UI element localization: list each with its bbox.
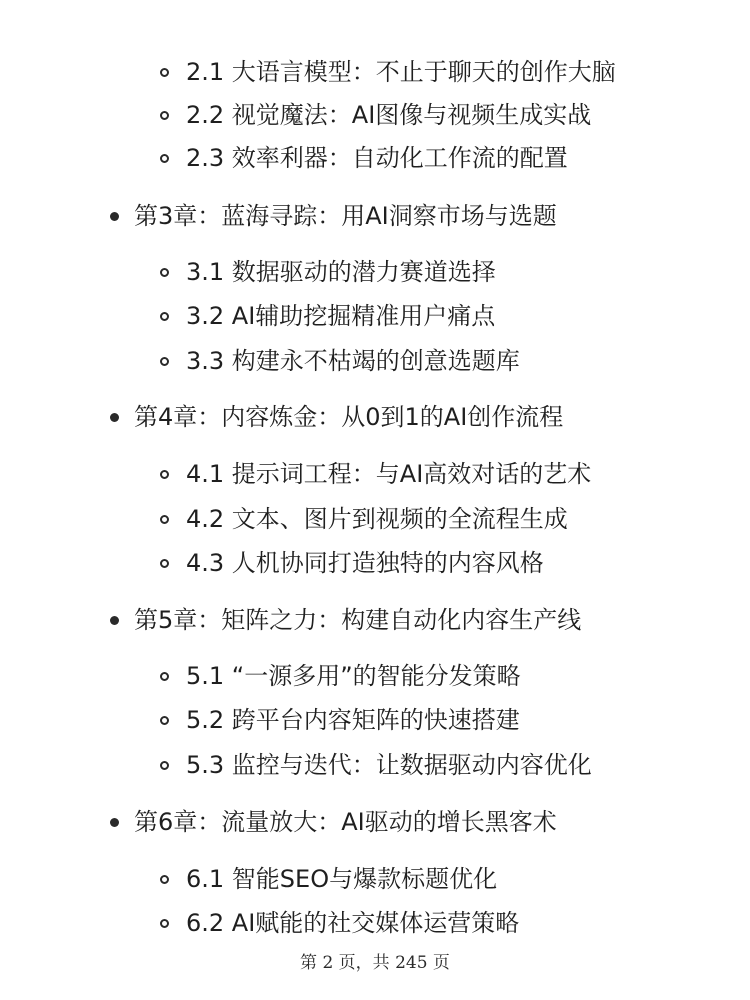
solid-bullet-icon <box>110 616 119 625</box>
toc-chapter-3[interactable] <box>110 199 557 233</box>
toc-item-3-2[interactable] <box>160 299 495 333</box>
toc-item-4-2[interactable] <box>160 502 568 536</box>
solid-bullet-icon <box>110 413 119 422</box>
toc-item-3-3[interactable] <box>160 344 520 378</box>
toc-item-2-1[interactable] <box>160 55 616 89</box>
toc-chapter-6[interactable] <box>110 805 557 839</box>
toc-item-5-3[interactable] <box>160 748 592 782</box>
toc-item-label: 3.2 AI辅助挖掘精准用户痛点 <box>186 302 496 330</box>
toc-item-2-2[interactable] <box>160 98 591 132</box>
hollow-bullet-icon <box>160 111 169 120</box>
toc-item-label: 5.2 跨平台内容矩阵的快速搭建 <box>186 706 520 734</box>
toc-item-2-3[interactable] <box>160 141 568 175</box>
toc-chapter-5[interactable] <box>110 603 581 637</box>
toc-item-label: 6.2 AI赋能的社交媒体运营策略 <box>186 909 520 937</box>
hollow-bullet-icon <box>160 357 169 366</box>
hollow-bullet-icon <box>160 515 169 524</box>
page-number-footer: 第 2 页，共 245 页 <box>300 953 450 973</box>
hollow-bullet-icon <box>160 672 169 681</box>
toc-item-6-1[interactable] <box>160 862 497 896</box>
hollow-bullet-icon <box>160 559 169 568</box>
toc-item-label: 2.2 视觉魔法：AI图像与视频生成实战 <box>186 101 592 129</box>
hollow-bullet-icon <box>160 716 169 725</box>
solid-bullet-icon <box>110 212 119 221</box>
toc-item-label: 2.3 效率利器：自动化工作流的配置 <box>186 144 568 172</box>
toc-item-4-1[interactable] <box>160 457 591 491</box>
hollow-bullet-icon <box>160 761 169 770</box>
toc-item-label: 5.1 “一源多用”的智能分发策略 <box>186 662 521 690</box>
toc-item-label: 4.2 文本、图片到视频的全流程生成 <box>186 505 568 533</box>
hollow-bullet-icon <box>160 875 169 884</box>
toc-item-5-2[interactable] <box>160 703 520 737</box>
toc-item-label: 2.1 大语言模型：不止于聊天的创作大脑 <box>186 58 616 86</box>
hollow-bullet-icon <box>160 154 169 163</box>
hollow-bullet-icon <box>160 268 169 277</box>
toc-item-label: 3.3 构建永不枯竭的创意选题库 <box>186 347 520 375</box>
solid-bullet-icon <box>110 818 119 827</box>
toc-item-label: 3.1 数据驱动的潜力赛道选择 <box>186 258 496 286</box>
toc-chapter-4[interactable] <box>110 400 563 434</box>
toc-item-3-1[interactable] <box>160 255 496 289</box>
hollow-bullet-icon <box>160 312 169 321</box>
toc-chapter-label: 第6章：流量放大：AI驱动的增长黑客术 <box>134 808 557 836</box>
toc-item-label: 4.1 提示词工程：与AI高效对话的艺术 <box>186 460 592 488</box>
toc-chapter-label: 第4章：内容炼金：从0到1的AI创作流程 <box>134 403 564 431</box>
toc-item-6-2[interactable] <box>160 906 519 940</box>
toc-item-label: 5.3 监控与迭代：让数据驱动内容优化 <box>186 751 592 779</box>
toc-item-label: 4.3 人机协同打造独特的内容风格 <box>186 549 544 577</box>
toc-chapter-label: 第3章：蓝海寻踪：用AI洞察市场与选题 <box>134 202 557 230</box>
toc-item-4-3[interactable] <box>160 546 544 580</box>
toc-item-label: 6.1 智能SEO与爆款标题优化 <box>186 865 498 893</box>
hollow-bullet-icon <box>160 68 169 77</box>
toc-chapter-label: 第5章：矩阵之力：构建自动化内容生产线 <box>134 606 582 634</box>
toc-item-5-1[interactable] <box>160 659 521 693</box>
hollow-bullet-icon <box>160 919 169 928</box>
hollow-bullet-icon <box>160 470 169 479</box>
